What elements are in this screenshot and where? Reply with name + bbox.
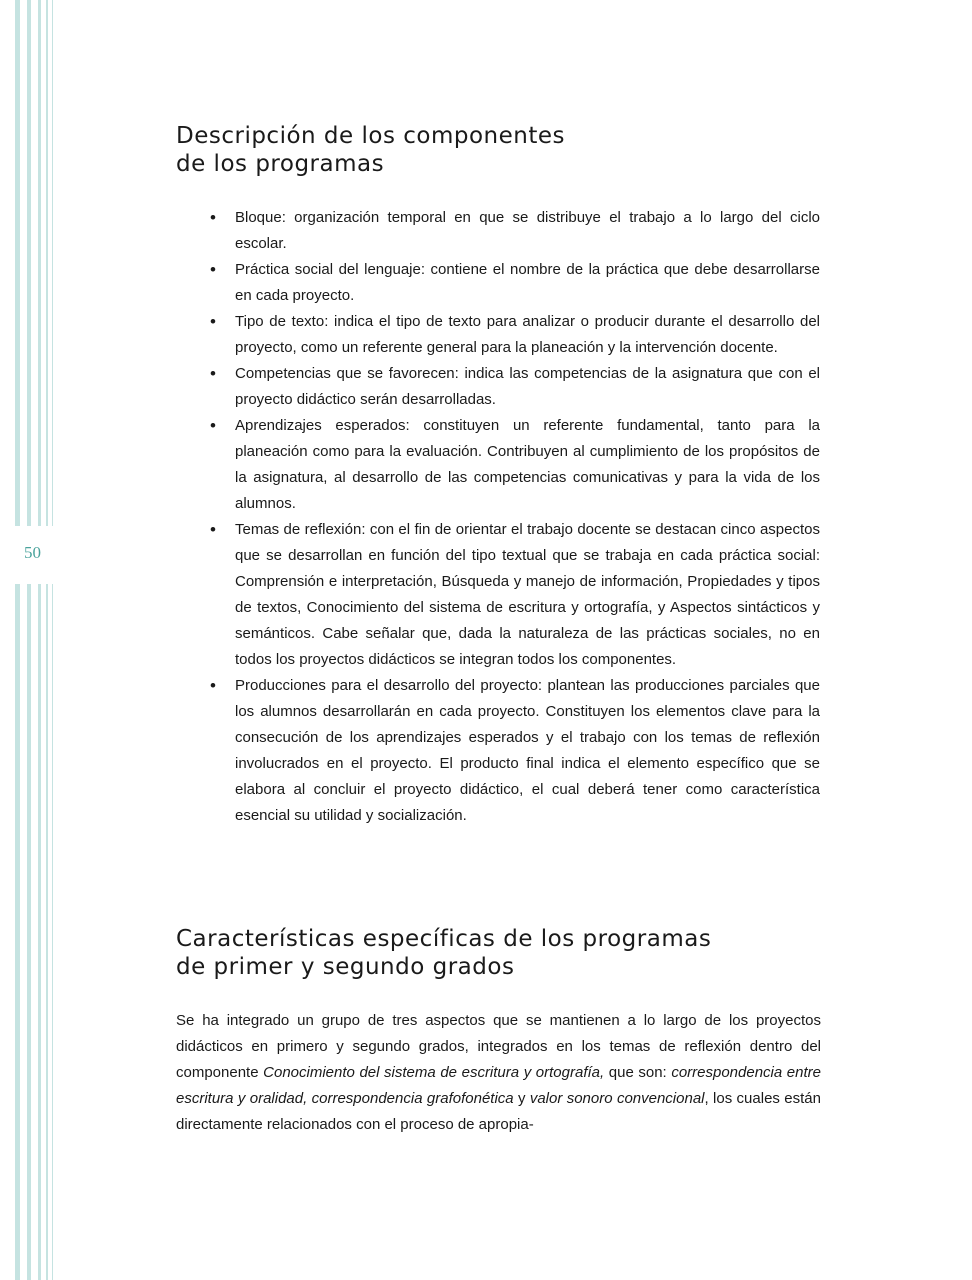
list-item: • Aprendizajes esperados: constituyen un referente fundamental, tanto para la planeación como para la evaluación. Contribuyen al cumplimiento de los propósitos de la asignatura, al desarrollo de las competencias comunicativas y para la vida de los alumnos. xyxy=(235,413,820,517)
paragraph-text: , los cuales están directamente relacionados con el proceso de apropia- xyxy=(176,1090,821,1133)
stripe xyxy=(52,0,53,1280)
section-title-line: Descripción de los componentes xyxy=(176,123,565,149)
stripe xyxy=(15,0,20,1280)
page-number: 50 xyxy=(24,543,41,562)
stripe xyxy=(27,0,31,1280)
body-paragraph xyxy=(176,1008,821,1138)
paragraph-text: y xyxy=(513,1090,530,1107)
paragraph-text: que son: xyxy=(604,1064,672,1081)
section-title-line: de los programas xyxy=(176,151,385,177)
decorative-stripes xyxy=(0,0,60,1280)
stripe xyxy=(38,0,41,1280)
list-item: • Tipo de texto: indica el tipo de texto para analizar o producir durante el desarrollo del proyecto, como un referente general para la planeación y la intervención docente. xyxy=(235,309,820,361)
list-item: • Práctica social del lenguaje: contiene el nombre de la práctica que debe desarrollarse en cada proyecto. xyxy=(235,257,820,309)
list-item: • Competencias que se favorecen: indica las competencias de la asignatura que con el proyecto didáctico serán desarrolladas. xyxy=(235,361,820,413)
components-list xyxy=(235,205,820,829)
stripe xyxy=(46,0,48,1280)
list-item: • Bloque: organización temporal en que se distribuye el trabajo a lo largo del ciclo escolar. xyxy=(235,205,820,257)
paragraph-text: Se ha integrado un grupo de tres aspectos que se mantienen a lo largo de los proyectos didácticos en primero y segundo grados, integrados en los temas de reflexión dentro del componente xyxy=(176,1012,821,1081)
section-title-components xyxy=(176,122,565,178)
paragraph-emphasis: Conocimiento del sistema de escritura y ortografía, xyxy=(263,1064,605,1081)
paragraph-emphasis: valor sonoro convencional xyxy=(529,1090,705,1107)
paragraph-emphasis: correspondencia entre escritura y oralidad, correspondencia grafofonética xyxy=(176,1064,821,1107)
section-title-characteristics xyxy=(176,925,711,981)
list-item: • Temas de reflexión: con el fin de orientar el trabajo docente se destacan cinco aspectos que se desarrollan en función del tipo textual que se trabaja en cada práctica social: Comprensión e interpretación, Búsqueda y manejo de información, Propiedades y tipos de textos, Conocimiento del sistema de escritura y ortografía, y Aspectos sintácticos y semánticos. Cabe señalar que, dada la naturaleza de las prácticas sociales, no en todos los proyectos didácticos se integran todos los componentes. xyxy=(235,517,820,673)
section-title-line: Características específicas de los programas xyxy=(176,926,712,952)
section-title-line: de primer y segundo grados xyxy=(176,954,515,980)
list-item: • Producciones para el desarrollo del proyecto: plantean las producciones parciales que los alumnos desarrollarán en cada proyecto. Constituyen los elementos clave para la consecución de los aprendizajes esperados y el trabajo con los temas de reflexión involucrados en el proyecto. El producto final indica el elemento específico que se elabora al concluir el proyecto didáctico, el cual deberá tener como característica esencial su utilidad y socialización. xyxy=(235,673,820,829)
